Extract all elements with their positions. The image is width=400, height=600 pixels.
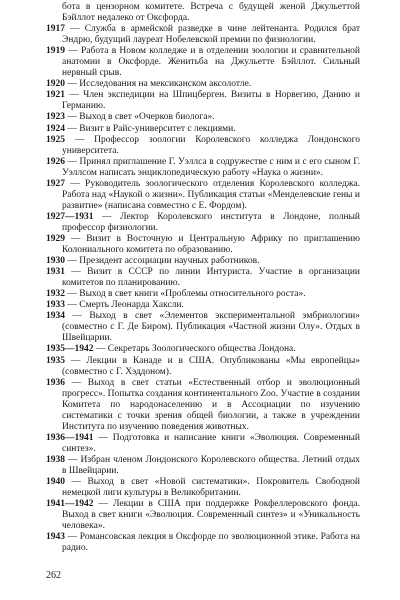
entry-text: — Визит в СССР по линии Интуриста. Участие в организации комитетов по планированию. (62, 267, 360, 289)
entry-year: 1925 (46, 134, 65, 145)
entry-year: 1927 (46, 178, 65, 189)
entry-year: 1920 (46, 79, 65, 90)
entry-text: бота в цензорном комитете. Встреча с будущей женой Джульеттой Бэйллот недалеко от Оксфорда. (62, 2, 360, 24)
entry-year: 1923 (46, 112, 65, 123)
chronology-entry (46, 234, 360, 256)
chronology-list (46, 2, 360, 554)
entry-text: — Выход в свет «Новой систематики». Покровитель Свободной немецкой лиги культуры в Великобритании. (62, 477, 360, 499)
entry-year: 1927—1931 (46, 211, 94, 222)
entry-year: 1934 (46, 311, 65, 322)
chronology-entry (46, 532, 360, 554)
chronology-entry (46, 24, 360, 46)
entry-text: — Профессор зоологии Королевского колледжа Лондонского университета. (62, 134, 360, 156)
entry-text: — Лекции в Канаде и в США. Опубликованы «Мы европейцы» (совместно с Г. Хэддоном). (62, 355, 360, 377)
entry-text: — Визит в Райс-университет с лекциями. (65, 123, 236, 134)
entry-text: — Руководитель зоологического отделения Королевского колледжа. Работа над «Наукой о жизни». Публикация статьи «Менделевские гены и развитие» (написана совместно с Е. Фордом). (62, 178, 360, 211)
chronology-entry (46, 455, 360, 477)
chronology-entry (46, 2, 360, 24)
entry-text: — Секретарь Зоологического общества Лондона. (93, 344, 296, 355)
entry-text: — Подготовка и написание книги «Эволюция. Современный синтез». (62, 432, 360, 454)
chronology-entry (46, 344, 360, 355)
chronology-entry (46, 135, 360, 157)
entry-year: 1936 (46, 377, 65, 388)
chronology-entry (46, 46, 360, 79)
entry-year: 1935—1942 (46, 344, 94, 355)
chronology-entry (46, 79, 360, 90)
entry-text: — Член экспедиции на Шпицберген. Визиты в Норвегию, Данию и Германию. (62, 90, 360, 112)
chronology-entry (46, 433, 360, 455)
entry-year: 1933 (46, 300, 65, 311)
entry-year: 1921 (46, 90, 65, 101)
entry-text: — Принял приглашение Г. Уэллса в содружестве с ним и с его сыном Г. Уэллсом написать энциклопедическую работу «Наука о жизни». (62, 156, 360, 178)
entry-text: — Выход в свет «Очерков биолога». (65, 112, 215, 123)
entry-year: 1940 (46, 477, 65, 488)
entry-text: — Смерть Леонарда Хаксли. (65, 300, 184, 311)
chronology-entry (46, 90, 360, 112)
chronology-entry (46, 112, 360, 123)
entry-text: — Лектор Королевского института в Лондоне, полный профессор физиологии. (62, 211, 360, 233)
entry-year: 1935 (46, 355, 65, 366)
chronology-entry (46, 300, 360, 311)
entry-year: 1930 (46, 256, 65, 267)
chronology-entry (46, 311, 360, 344)
chronology-entry (46, 179, 360, 212)
entry-text: — Президент ассоциации научных работников. (65, 256, 260, 267)
entry-year: 1931 (46, 267, 65, 278)
entry-year: 1938 (46, 454, 65, 465)
entry-year: 1924 (46, 123, 65, 134)
entry-text: — Служба в армейской разведке в чине лейтенанта. Родился брат Эндрю, будущий лауреат Нобелевской премии по физиологии. (62, 24, 360, 46)
chronology-entry (46, 289, 360, 300)
entry-year: 1941—1942 (46, 499, 94, 510)
entry-year: 1932 (46, 289, 65, 300)
entry-year: 1926 (46, 156, 65, 167)
entry-year: 1919 (46, 46, 65, 57)
entry-year: 1929 (46, 233, 65, 244)
entry-year: 1936—1941 (46, 432, 94, 443)
entry-text: — Выход в свет «Элементов экспериментальной эмбриологии» (совместно с Г. Де Биром). Публикация «Частной жизни Олу». Отдых в Швейцарии. (62, 311, 360, 344)
entry-text: — Лекции в США при поддержке Рокфеллеровского фонда. Выход в свет книги «Эволюция. Современный синтез» и «Уникальность человека». (62, 499, 360, 532)
entry-year: 1917 (46, 24, 65, 35)
chronology-entry (46, 499, 360, 532)
chronology-entry (46, 378, 360, 433)
chronology-entry (46, 157, 360, 179)
entry-text: — Визит в Восточную и Центральную Африку по приглашению Колониального комитета по образованию. (62, 233, 360, 256)
chronology-entry (46, 212, 360, 234)
chronology-entry (46, 256, 360, 267)
entry-text: — Выход в свет статьи «Естественный отбор и эволюционный прогресс». Попытка создания континентального Zoo. Участие в создании Комитета по народонаселению и в Ассоциации по изучению систематики с точки зрения общей биологии, а также в учреждении Института по изучению поведения животных. (62, 377, 360, 432)
entry-text: — Исследования на мексиканском аксолотле. (65, 79, 252, 90)
entry-text: — Работа в Новом колледже и в отделении зоологии и сравнительной анатомии в Оксфорде. Женитьба на Джульетте Бэйллот. Сильный нервный срыв. (62, 46, 360, 79)
entry-text: — Выход в свет книги «Проблемы относительного роста». (65, 289, 306, 300)
chronology-entry (46, 124, 360, 135)
entry-text: — Романсовская лекция в Оксфорде по эволюционной этике. Работа на радио. (62, 532, 360, 554)
chronology-entry (46, 477, 360, 499)
chronology-entry (46, 356, 360, 378)
entry-year: 1943 (46, 532, 65, 543)
entry-text: — Избран членом Лондонского Королевского общества. Летний отдых в Швейцарии. (62, 454, 360, 476)
chronology-entry (46, 267, 360, 289)
page-number: 262 (46, 570, 61, 581)
